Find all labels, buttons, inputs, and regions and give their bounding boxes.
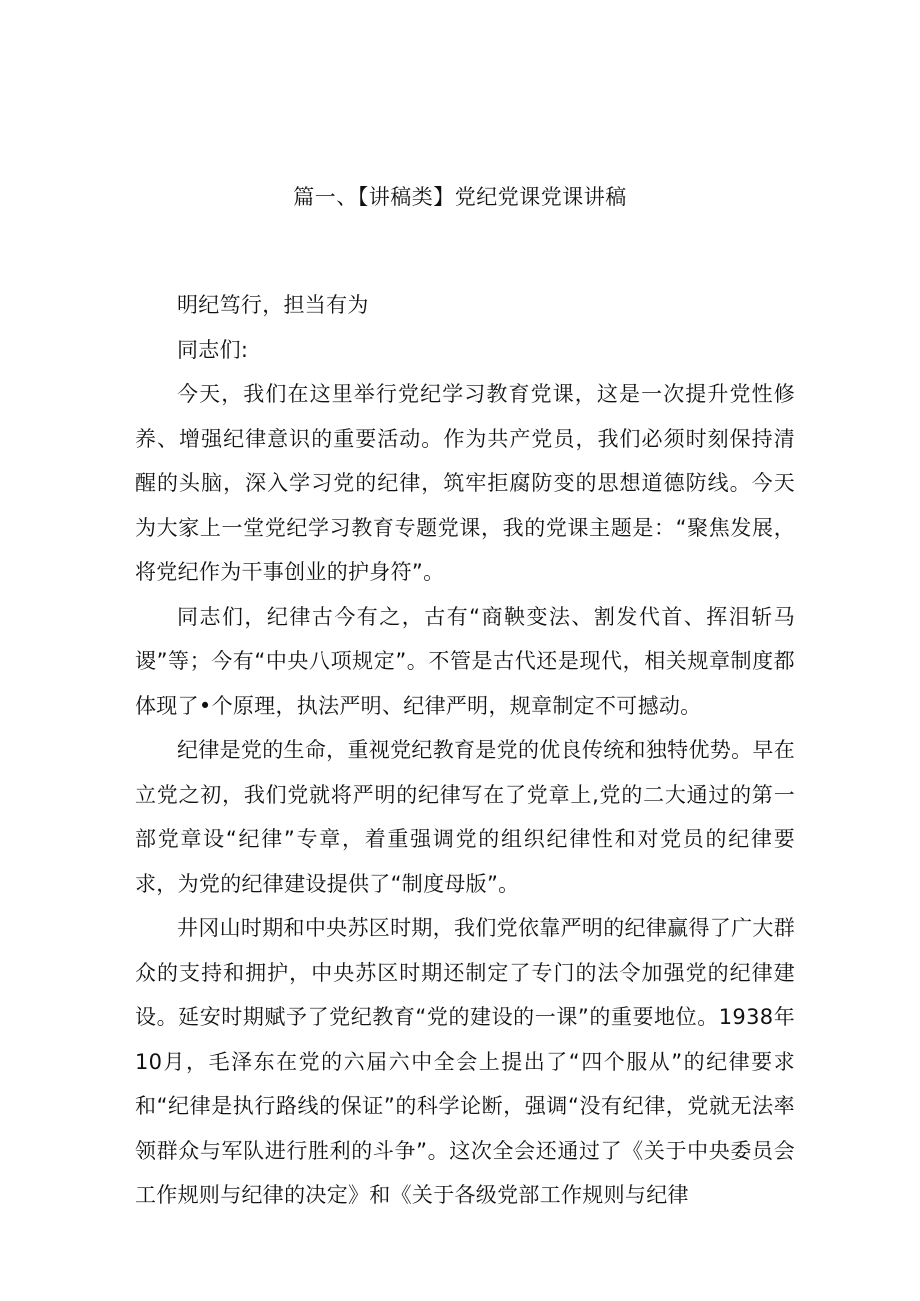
paragraph: 同志们，纪律古今有之，古有“商鞅变法、割发代首、挥泪斩马谡”等；今有“中央八项规定”。不管是古代还是现代，相关规章制度都体现了•个原理，执法严明、纪律严明，规章制定不可撼动。 <box>135 604 795 718</box>
paragraph: 今天，我们在这里举行党纪学习教育党课，这是一次提升党性修养、增强纪律意识的重要活动。作为共产党员，我们必须时刻保持清醒的头脑，深入学习党的纪律，筑牢拒腐防变的思想道德防线。今天为大家上一堂党纪学习教育专题党课，我的党课主题是：“聚焦发展，将党纪作为干事创业的护身符”。 <box>135 382 795 584</box>
paragraph: 纪律是党的生命，重视党纪教育是党的优良传统和独特优势。早在立党之初，我们党就将严明的纪律写在了党章上,党的二大通过的第一部党章设“纪律”专章，着重强调党的组织纪律性和对党员的纪律要求，为党的纪律建设提供了“制度母版”。 <box>135 738 795 896</box>
paragraph: 井冈山时期和中央苏区时期，我们党依靠严明的纪律赢得了广大群众的支持和拥护，中央苏区时期还制定了专门的法令加强党的纪律建设。延安时期赋予了党纪教育“党的建设的一课”的重要地位。1938年10月，毛泽东在党的六届六中全会上提出了“四个服从”的纪律要求和“纪律是执行路线的保证”的科学论断，强调“没有纪律，党就无法率领群众与军队进行胜利的斗争”。这次全会还通过了《关于中央委员会工作规则与纪律的决定》和《关于各级党部工作规则与纪律 <box>135 916 795 1207</box>
document-title: 篇一、【讲稿类】党纪党课党课讲稿 <box>293 185 627 209</box>
paragraph-subtitle: 明纪笃行，担当有为 <box>177 293 369 317</box>
document-body <box>135 283 795 1218</box>
paragraph-salutation: 同志们: <box>177 337 249 362</box>
